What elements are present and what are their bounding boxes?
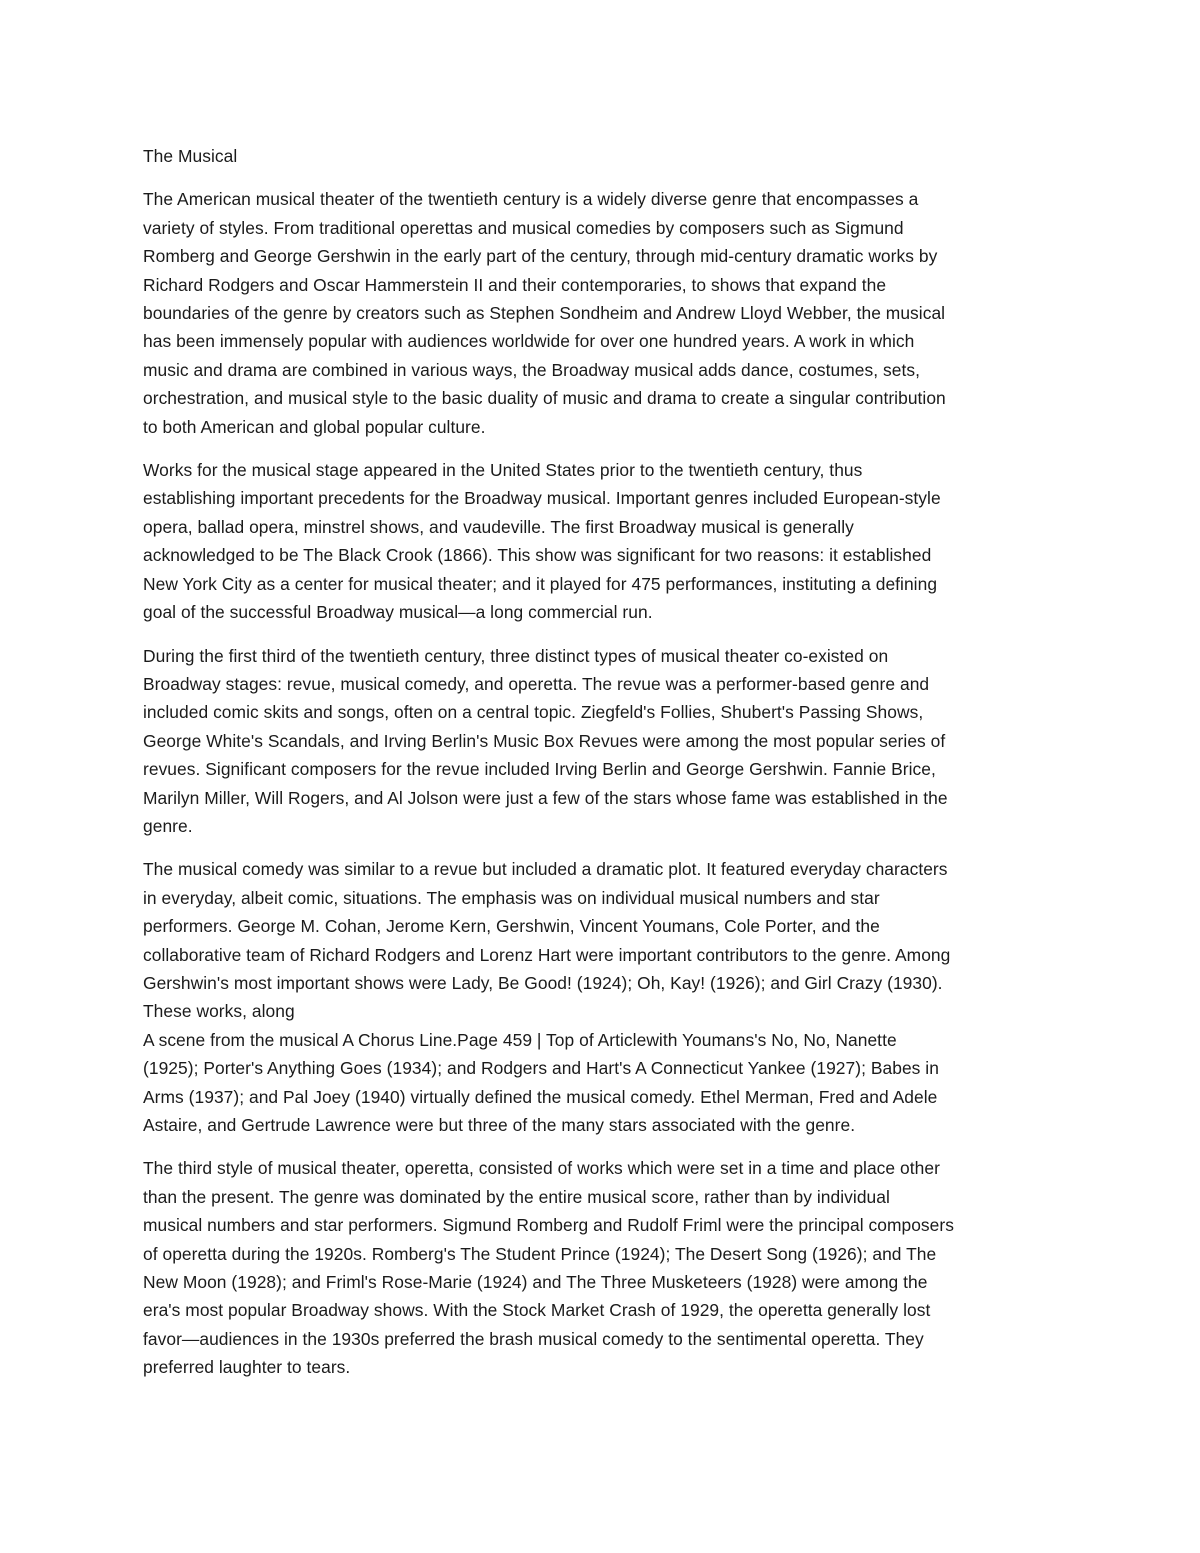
text-line: has been immensely popular with audiences worldwide for over one hundred years. A work in which [143,331,915,352]
document-page [143,142,1063,1397]
text-line: musical numbers and star performers. Sigmund Romberg and Rudolf Friml were the principal composers [143,1215,954,1236]
text-line: New Moon (1928); and Friml's Rose-Marie (1924) and The Three Musketeers (1928) were among the [143,1272,928,1293]
text-line: revues. Significant composers for the revue included Irving Berlin and George Gershwin. Fannie Brice, [143,759,936,780]
text-line: Gershwin's most important shows were Lady, Be Good! (1924); Oh, Kay! (1926); and Girl Crazy (1930). [143,972,943,993]
text-line: of operetta during the 1920s. Romberg's The Student Prince (1924); The Desert Song (1926); and The [143,1243,937,1264]
text-line: in everyday, albeit comic, situations. The emphasis was on individual musical numbers and star [143,887,880,908]
text-line: opera, ballad opera, minstrel shows, and vaudeville. The first Broadway musical is generally [143,516,854,537]
text-line: These works, along [143,1001,295,1022]
text-line: variety of styles. From traditional operettas and musical comedies by composers such as Sigmund [143,217,904,238]
text-line: genre. [143,815,193,836]
paragraph [143,456,1063,626]
document-body [143,185,1063,1381]
text-line: performers. George M. Cohan, Jerome Kern, Gershwin, Vincent Youmans, Cole Porter, and the [143,916,880,937]
text-line: preferred laughter to tears. [143,1357,351,1378]
text-line: era's most popular Broadway shows. With the Stock Market Crash of 1929, the operetta generally lost [143,1300,931,1321]
text-line: included comic skits and songs, often on a central topic. Ziegfeld's Follies, Shubert's Passing Shows, [143,702,924,723]
paragraph [143,185,1063,441]
document-title: The Musical [143,146,238,166]
text-line: Works for the musical stage appeared in the United States prior to the twentieth century, thus [143,460,863,481]
text-line: than the present. The genre was dominated by the entire musical score, rather than by individual [143,1186,890,1207]
text-line: boundaries of the genre by creators such as Stephen Sondheim and Andrew Lloyd Webber, the musical [143,303,946,324]
text-line: (1925); Porter's Anything Goes (1934); and Rodgers and Hart's A Connecticut Yankee (1927); Babes in [143,1058,939,1079]
paragraph [143,1154,1063,1381]
text-line: Richard Rodgers and Oscar Hammerstein II and their contemporaries, to shows that expand the [143,274,887,295]
text-line: A scene from the musical A Chorus Line.Page 459 | Top of Articlewith Youmans's No, No, Nanette [143,1029,897,1050]
text-line: favor—audiences in the 1930s preferred the brash musical comedy to the sentimental operetta. They [143,1328,924,1349]
text-line: Broadway stages: revue, musical comedy, and operetta. The revue was a performer-based genre and [143,673,930,694]
text-line: The American musical theater of the twentieth century is a widely diverse genre that encompasses a [143,189,919,210]
text-line: The musical comedy was similar to a revue but included a dramatic plot. It featured everyday characters [143,859,948,880]
text-line: music and drama are combined in various ways, the Broadway musical adds dance, costumes, sets, [143,359,921,380]
text-line: acknowledged to be The Black Crook (1866). This show was significant for two reasons: it established [143,545,932,566]
text-line: The third style of musical theater, operetta, consisted of works which were set in a time and place other [143,1158,940,1179]
paragraph [143,855,1063,1139]
paragraph [143,642,1063,841]
text-line: to both American and global popular culture. [143,416,486,437]
text-line: goal of the successful Broadway musical—a long commercial run. [143,602,653,623]
text-line: Romberg and George Gershwin in the early part of the century, through mid-century dramatic works by [143,246,938,267]
text-line: establishing important precedents for the Broadway musical. Important genres included European-style [143,488,941,509]
text-line: During the first third of the twentieth century, three distinct types of musical theater co-existed on [143,645,889,666]
text-line: Arms (1937); and Pal Joey (1940) virtually defined the musical comedy. Ethel Merman, Fred and Adele [143,1086,938,1107]
text-line: George White's Scandals, and Irving Berlin's Music Box Revues were among the most popular series of [143,730,946,751]
text-line: collaborative team of Richard Rodgers and Lorenz Hart were important contributors to the genre. Among [143,944,951,965]
text-line: Marilyn Miller, Will Rogers, and Al Jolson were just a few of the stars whose fame was established in the [143,787,948,808]
text-line: orchestration, and musical style to the basic duality of music and drama to create a singular contribution [143,388,946,409]
text-line: Astaire, and Gertrude Lawrence were but three of the many stars associated with the genre. [143,1115,856,1135]
text-line: New York City as a center for musical theater; and it played for 475 performances, instituting a defining [143,573,938,594]
